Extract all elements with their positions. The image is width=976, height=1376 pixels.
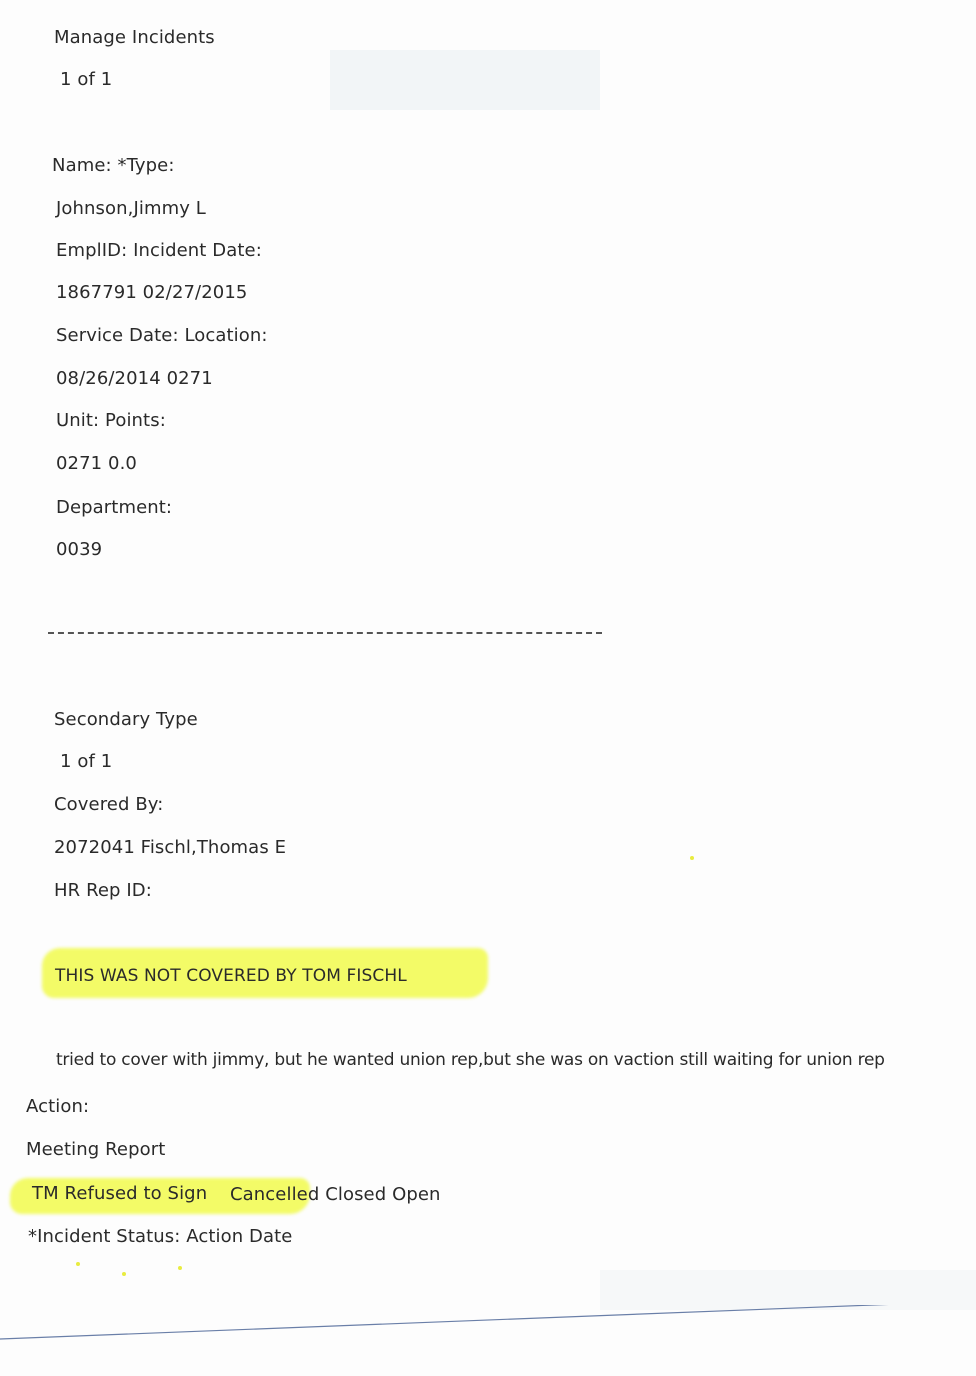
highlighter-speck [178,1266,182,1270]
highlighter-speck [76,1262,80,1266]
emplid-incident-label: EmplID: Incident Date: [56,240,262,261]
status-option-refused: TM Refused to Sign [32,1183,208,1204]
unit-points-label: Unit: Points: [56,410,166,431]
service-location-value: 08/26/2014 0271 [56,368,213,389]
page-title: Manage Incidents [54,27,215,48]
scan-shade-right [600,1270,976,1310]
incident-status-label: *Incident Status: Action Date [28,1226,293,1247]
pager-secondary: 1 of 1 [60,751,113,772]
highlighted-note: THIS WAS NOT COVERED BY TOM FISCHL [55,966,407,986]
emplid-incident-value: 1867791 02/27/2015 [56,282,248,303]
comment-text: tried to cover with jimmy, but he wanted union rep,but she was on vaction still waiting for union rep [56,1050,885,1070]
scan-shade-top [330,50,600,110]
status-options-rest: Cancelled Closed Open [230,1184,441,1205]
pager-top: 1 of 1 [60,69,113,90]
highlighter-speck [122,1272,126,1276]
service-location-label: Service Date: Location: [56,325,268,346]
name-value: Johnson,Jimmy L [56,198,206,219]
action-label: Action: [26,1096,90,1117]
highlighter-speck [690,856,694,860]
scan-edge-line [0,1305,976,1345]
unit-points-value: 0271 0.0 [56,453,137,474]
covered-by-value: 2072041 Fischl,Thomas E [54,837,287,858]
department-value: 0039 [56,539,103,560]
name-type-label: Name: *Type: [52,155,175,176]
secondary-type-title: Secondary Type [54,709,198,730]
hr-rep-label: HR Rep ID: [54,880,152,901]
section-divider [48,632,602,634]
covered-by-label: Covered By: [54,794,164,815]
meeting-report: Meeting Report [26,1139,166,1160]
department-label: Department: [56,497,173,518]
